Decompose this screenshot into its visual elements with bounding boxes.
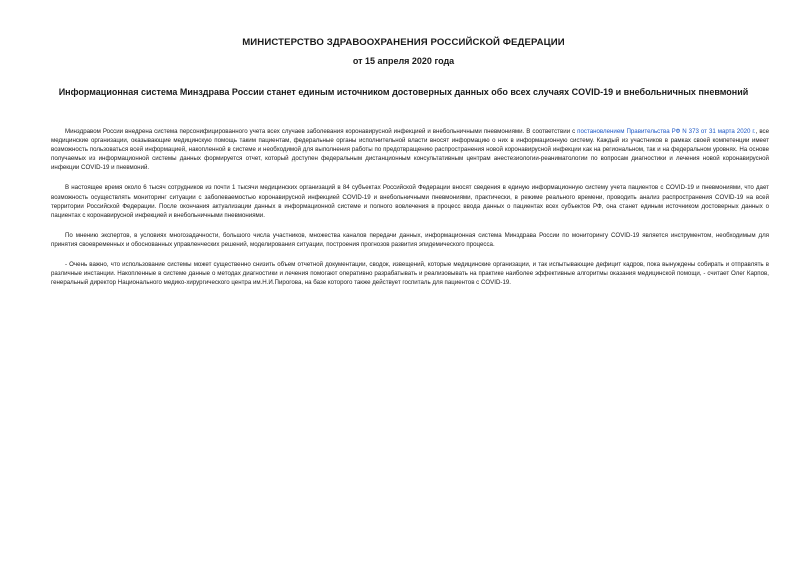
- paragraph-2: В настоящее время около 6 тысяч сотрудников из почти 1 тысячи медицинских организаций в 84 субъектах Российской Федерации вносят сведения в единую информационную систему учета пациентов с COVID-19 и пневмониями, что дает возможность осуществлять мониторинг ситуации с заболеваемостью коронавирусной инфекцией COVID-19 и внебольничными пневмониями, практически, в режиме реального времени, проводить анализ распространения COVID-19 на всей территории Российской Федерации. После окончания актуализации данных в информационной системе и полного вовлечения в процесс ввода данных о пациентах всех субъектов РФ, она станет единым источником достоверных данных о пациентах с коронавирусной инфекцией и внебольничными пневмониями.: [51, 184, 769, 219]
- paragraph-1: [51, 127, 769, 172]
- document-headline: Информационная система Минздрава России станет единым источником достоверных данных обо всех случаях COVID-19 и внебольничных пневмоний: [58, 87, 749, 97]
- paragraph-1-intro: Минздравом России внедрена система персонифицированного учета всех случаев заболевания коронавирусной инфекцией и внебольничными пневмониями. В соответствии с: [65, 128, 578, 135]
- paragraph-3: По мнению экспертов, в условиях многозадачности, большого числа участников, множества каналов передачи данных, информационная система Минздрава России по мониторингу COVID-19 является инструментом, необходимым для принятия своевременных и обоснованных управленческих решений, моделирования ситуации, построения прогнозов развития эпидемического процесса.: [51, 231, 769, 248]
- ministry-heading: МИНИСТЕРСТВО ЗДРАВООХРАНЕНИЯ РОССИЙСКОЙ ФЕДЕРАЦИИ: [242, 37, 565, 48]
- document-date: от 15 апреля 2020 года: [352, 56, 455, 66]
- paragraph-1-rest: , все медицинские организации, оказывающие медицинскую помощь таким пациентам, федеральные органы исполнительной власти вносят информацию о них в информационную систему. Каждый из участников в рамках своей компетенции имеет возможность пользоваться всей информацией, накопленной в системе и необходимой для выполнения работы по предотвращению распространения новой коронавирусной инфекции как на региональном, так и на федеральном уровнях. На основе получаемых из информационной системы данных формируется отчет, который доступен федеральным дистанционным консультативным центрам анестезиологии-реаниматологии по вопросам диагностики и лечения новой коронавирусной инфекции COVID-19 и пневмоний.: [51, 128, 769, 172]
- document-body: [51, 127, 769, 298]
- paragraph-4: - Очень важно, что использование системы может существенно снизить объем отчетной документации, сводок, извещений, которые медицинские организации, и так испытывающие дефицит кадров, пока вынуждены собирать и отправлять в различные инстанции. Накопленные в системе данные о методах диагностики и лечения помогают оперативно разрабатывать и реализовывать на практике наиболее эффективные алгоритмы оказания медицинской помощи, - считает Олег Карпов, генеральный директор Национального медико-хирургического центра им.Н.И.Пирогова, на базе которого также действует госпиталь для пациентов с COVID-19.: [51, 261, 769, 287]
- decree-link[interactable]: постановлением Правительства РФ N 373 от 31 марта 2020 г.: [577, 128, 756, 135]
